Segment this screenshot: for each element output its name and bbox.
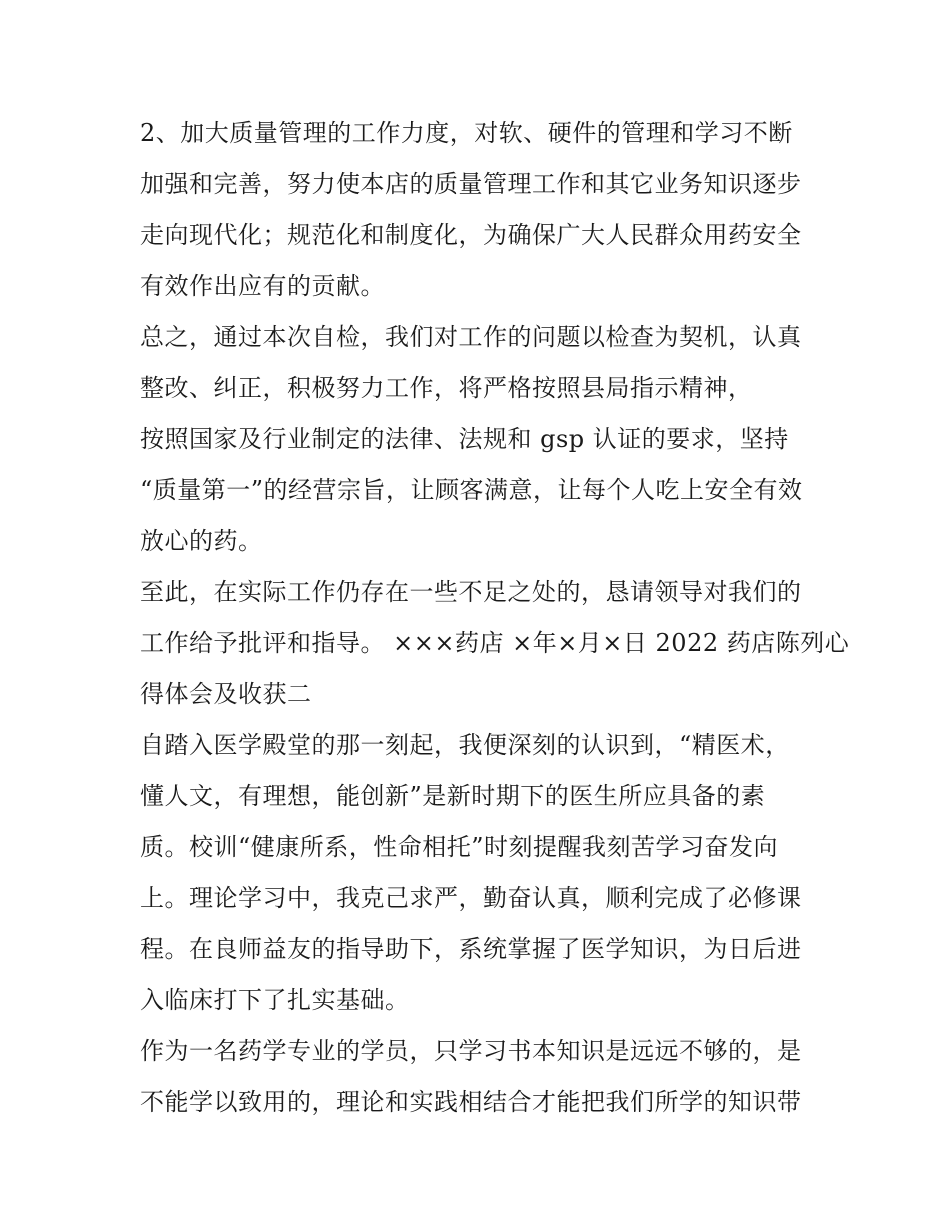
text-line: 整改、纠正，积极努力工作，将严格按照县局指示精神，: [140, 374, 753, 402]
text-line: 加强和完善，努力使本店的质量管理工作和其它业务知识逐步: [140, 170, 802, 198]
text-line: 不能学以致用的，理论和实践相结合才能把我们所学的知识带: [140, 1088, 802, 1116]
text-line: 上。理论学习中，我克己求严，勤奋认真，顺利完成了必修课: [140, 884, 802, 912]
text-line: 走向现代化；规范化和制度化，为确保广大人民群众用药安全: [140, 221, 802, 249]
text-line: 入临床打下了扎实基础。: [140, 986, 410, 1014]
body-text: [140, 108, 850, 1128]
text-line: 总之，通过本次自检，我们对工作的问题以检查为契机，认真: [140, 323, 802, 351]
text-line: 2、加大质量管理的工作力度，对软、硬件的管理和学习不断: [140, 119, 793, 147]
text-line: 放心的药。: [140, 527, 263, 555]
text-line: 程。在良师益友的指导助下，系统掌握了医学知识，为日后进: [140, 935, 802, 963]
text-line: 工作给予批评和指导。 ×××药店 ×年×月×日 2022 药店陈列心: [140, 629, 850, 657]
text-line: 自踏入医学殿堂的那一刻起，我便深刻的认识到，“精医术，: [140, 731, 790, 759]
text-line: 得体会及收获二: [140, 680, 312, 708]
text-line: 作为一名药学专业的学员，只学习书本知识是远远不够的，是: [140, 1037, 802, 1065]
text-line: 有效作出应有的贡献。: [140, 272, 385, 300]
text-line: 懂人文，有理想，能创新”是新时期下的医生所应具备的素: [140, 782, 766, 810]
text-line: “质量第一”的经营宗旨，让顾客满意，让每个人吃上安全有效: [140, 476, 803, 504]
text-line: 质。校训“健康所系，性命相托”时刻提醒我刻苦学习奋发向: [140, 833, 779, 861]
text-line: 至此，在实际工作仍存在一些不足之处的，恳请领导对我们的: [140, 578, 802, 606]
text-line: 按照国家及行业制定的法律、法规和 gsp 认证的要求，坚持: [140, 425, 789, 453]
